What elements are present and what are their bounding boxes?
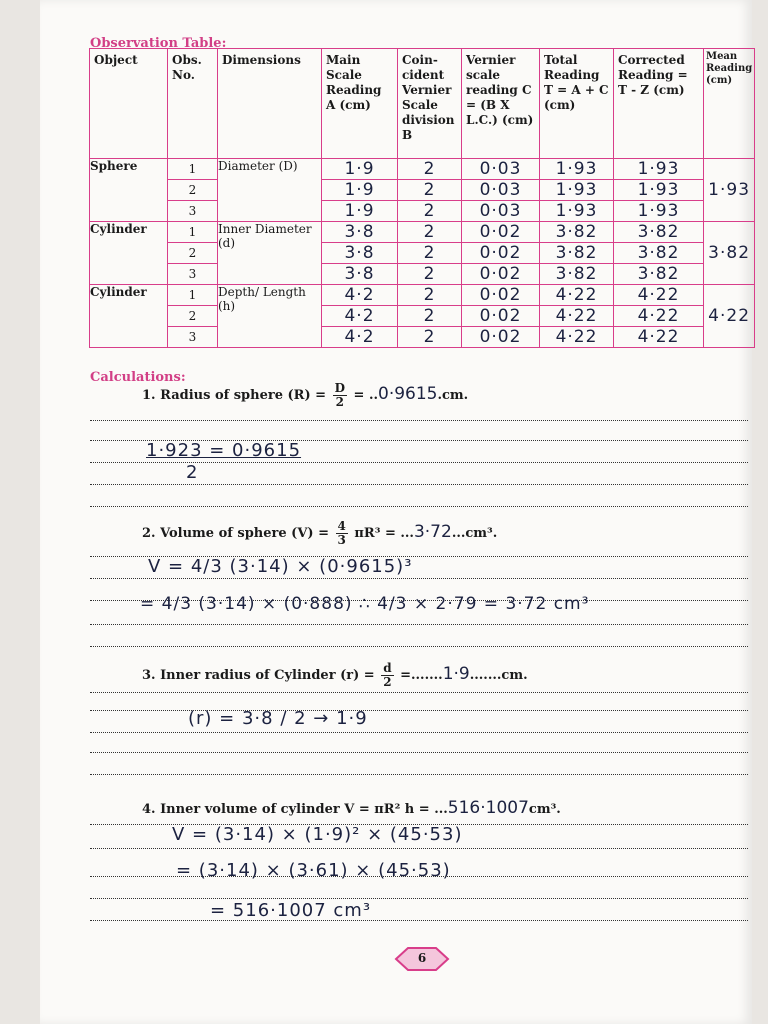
q2-work-line-1: V = 4/3 (3·14) × (0·9615)³ <box>148 556 413 577</box>
ruled-line <box>90 898 748 899</box>
main-scale-value: 3·8 <box>322 222 398 243</box>
q1-lhs: (R) = <box>287 388 327 403</box>
total-value: 1·93 <box>540 159 614 180</box>
q1-fraction <box>333 382 347 409</box>
dimension-cell: Depth/ Length (h) <box>218 285 322 348</box>
q1-unit: cm. <box>442 388 469 403</box>
q3-work-line-1: (r) = 3·8 / 2 → 1·9 <box>188 708 368 729</box>
q4-label: 4. Inner volume of cylinder V = πR² h = <box>142 802 430 817</box>
q1-work-line-1: 1·923 = 0·9615 <box>146 440 302 461</box>
obs-number: 1 <box>168 285 218 306</box>
calculations-title: Calculations: <box>90 370 186 385</box>
observation-table <box>89 48 755 348</box>
q3-answer: 1·9 <box>442 664 470 684</box>
mean-value: 3·82 <box>704 222 755 285</box>
mean-value: 4·22 <box>704 285 755 348</box>
main-scale-value: 4·2 <box>322 306 398 327</box>
table-row <box>90 201 755 222</box>
coincident-value: 2 <box>398 201 462 222</box>
total-value: 4·22 <box>540 285 614 306</box>
ruled-line <box>90 692 748 693</box>
q1-work-line-2: 2 <box>186 462 199 483</box>
question-1: 1. Radius of sphere (R) = $\frac{D}{2}$ = ..0·9615.cm. <box>142 381 469 409</box>
header-mean: Mean Reading (cm) <box>704 49 755 159</box>
header-dimensions: Dimensions <box>218 49 322 159</box>
corrected-value: 3·82 <box>614 264 704 285</box>
vernier-value: 0·03 <box>462 180 540 201</box>
corrected-value: 1·93 <box>614 180 704 201</box>
corrected-value: 1·93 <box>614 201 704 222</box>
ruled-line <box>90 732 748 733</box>
q3-fraction <box>381 662 393 689</box>
ruled-line <box>90 578 748 579</box>
coincident-value: 2 <box>398 243 462 264</box>
ruled-line <box>90 920 748 921</box>
q2-fraction <box>336 520 348 547</box>
vernier-value: 0·02 <box>462 285 540 306</box>
corrected-value: 3·82 <box>614 222 704 243</box>
dimension-cell: Inner Diameter (d) <box>218 222 322 285</box>
question-3: 3. Inner radius of Cylinder (r) = $\frac{d}{2}$ =.......1·9.......cm. <box>142 661 528 689</box>
page-number: 6 <box>417 951 427 965</box>
table-row <box>90 306 755 327</box>
q1-label: 1. Radius of sphere <box>142 388 283 403</box>
vernier-value: 0·02 <box>462 264 540 285</box>
table-row <box>90 222 755 243</box>
main-scale-value: 1·9 <box>322 201 398 222</box>
dimension-cell: Diameter (D) <box>218 159 322 222</box>
q4-work-line-2: = (3·14) × (3·61) × (45·53) <box>176 860 451 881</box>
q3-unit: cm. <box>501 668 528 683</box>
q2-denominator: 3 <box>337 533 346 547</box>
vernier-value: 0·02 <box>462 327 540 348</box>
table-row <box>90 264 755 285</box>
main-scale-value: 3·8 <box>322 264 398 285</box>
header-vernier: Vernier scale reading C = (B X L.C.) (cm) <box>462 49 540 159</box>
q4-unit: cm³. <box>528 802 561 817</box>
coincident-value: 2 <box>398 264 462 285</box>
ruled-line <box>90 484 748 485</box>
object-cell: Cylinder <box>90 285 168 348</box>
ruled-line <box>90 848 748 849</box>
q1-denominator: 2 <box>335 395 344 409</box>
vernier-value: 0·03 <box>462 201 540 222</box>
coincident-value: 2 <box>398 180 462 201</box>
main-scale-value: 1·9 <box>322 159 398 180</box>
table-row <box>90 180 755 201</box>
table-row <box>90 243 755 264</box>
total-value: 4·22 <box>540 306 614 327</box>
ruled-line <box>90 774 748 775</box>
q3-label: 3. Inner radius of Cylinder (r) = <box>142 668 375 683</box>
obs-number: 3 <box>168 201 218 222</box>
header-coincident: Coin-cident Vernier Scale division B <box>398 49 462 159</box>
ruled-line <box>90 624 748 625</box>
q3-numerator: d <box>383 661 392 675</box>
header-main-scale: Main Scale Reading A (cm) <box>322 49 398 159</box>
object-cell: Cylinder <box>90 222 168 285</box>
q2-label: 2. Volume of sphere (V) = <box>142 526 329 541</box>
corrected-value: 4·22 <box>614 306 704 327</box>
obs-number: 1 <box>168 222 218 243</box>
corrected-value: 3·82 <box>614 243 704 264</box>
obs-number: 3 <box>168 327 218 348</box>
table-row <box>90 159 755 180</box>
obs-number: 2 <box>168 243 218 264</box>
object-cell: Sphere <box>90 159 168 222</box>
obs-number: 2 <box>168 180 218 201</box>
total-value: 1·93 <box>540 180 614 201</box>
main-scale-value: 4·2 <box>322 327 398 348</box>
ruled-line <box>90 752 748 753</box>
q3-denominator: 2 <box>383 675 392 689</box>
q1-answer: 0·9615 <box>378 384 438 404</box>
obs-number: 2 <box>168 306 218 327</box>
obs-number: 3 <box>168 264 218 285</box>
total-value: 3·82 <box>540 243 614 264</box>
corrected-value: 4·22 <box>614 327 704 348</box>
mean-value: 1·93 <box>704 159 755 222</box>
q4-work-line-1: V = (3·14) × (1·9)² × (45·53) <box>172 824 463 845</box>
obs-number: 1 <box>168 159 218 180</box>
question-2: 2. Volume of sphere (V) = $\frac{4}{3}$ πR³ = ...3·72...cm³. <box>142 519 498 547</box>
q2-expr: πR³ = <box>354 526 396 541</box>
table-row <box>90 285 755 306</box>
vernier-value: 0·02 <box>462 222 540 243</box>
observation-table-title: Observation Table: <box>90 36 227 51</box>
ruled-line <box>90 506 748 507</box>
page-number-badge <box>386 946 458 972</box>
q4-work-line-3: = 516·1007 cm³ <box>210 900 372 921</box>
vernier-value: 0·03 <box>462 159 540 180</box>
q2-numerator: 4 <box>337 519 346 533</box>
vernier-value: 0·02 <box>462 306 540 327</box>
coincident-value: 2 <box>398 306 462 327</box>
header-object: Object <box>90 49 168 159</box>
corrected-value: 1·93 <box>614 159 704 180</box>
q1-numerator: D <box>334 381 345 395</box>
total-value: 3·82 <box>540 264 614 285</box>
header-corrected: Corrected Reading = T - Z (cm) <box>614 49 704 159</box>
total-value: 1·93 <box>540 201 614 222</box>
main-scale-value: 1·9 <box>322 180 398 201</box>
question-4: 4. Inner volume of cylinder V = πR² h = ...516·1007cm³. <box>142 798 561 818</box>
ruled-line <box>90 646 748 647</box>
header-total: Total Reading T = A + C (cm) <box>540 49 614 159</box>
q4-answer: 516·1007 <box>447 798 529 818</box>
q2-unit: cm³. <box>465 526 498 541</box>
coincident-value: 2 <box>398 285 462 306</box>
total-value: 3·82 <box>540 222 614 243</box>
main-scale-value: 4·2 <box>322 285 398 306</box>
table-row <box>90 327 755 348</box>
header-obs-no: Obs. No. <box>168 49 218 159</box>
coincident-value: 2 <box>398 222 462 243</box>
vernier-value: 0·02 <box>462 243 540 264</box>
ruled-line <box>90 420 748 421</box>
coincident-value: 2 <box>398 159 462 180</box>
main-scale-value: 3·8 <box>322 243 398 264</box>
ruled-line <box>90 876 748 877</box>
coincident-value: 2 <box>398 327 462 348</box>
q2-answer: 3·72 <box>413 522 452 542</box>
corrected-value: 4·22 <box>614 285 704 306</box>
q2-work-line-2: = 4/3 (3·14) × (0·888) ∴ 4/3 × 2·79 = 3·72 cm³ <box>140 594 590 614</box>
total-value: 4·22 <box>540 327 614 348</box>
